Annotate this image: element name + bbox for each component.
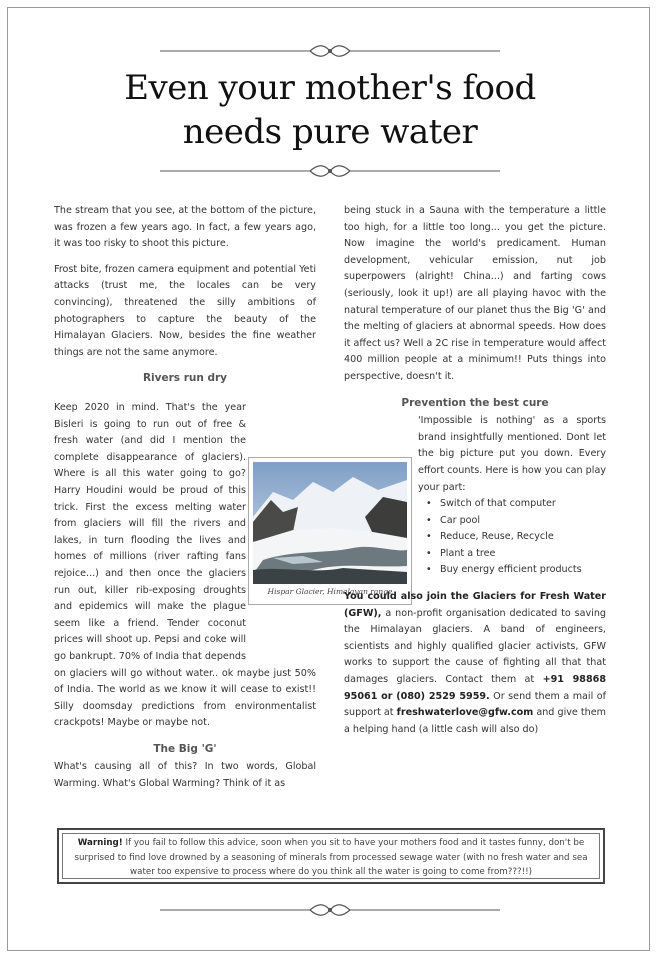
gfw-phone: +91 98868 95061 or (080) 2529 5959. <box>344 674 606 702</box>
headline <box>40 66 620 154</box>
list-item: • Reduce, Reuse, Recycle <box>432 529 606 546</box>
headline-line-2: needs pure water <box>182 112 478 152</box>
prevention-paragraph <box>344 413 606 496</box>
left-column <box>54 203 316 389</box>
list-item: • Car pool <box>432 513 606 530</box>
sauna-paragraph: being stuck in a Sauna with the temperature a little too high, for a little too long... you get the picture. Now imagine the world's predicament. Human development, vehicular emission, nut job superpowers (alright! China...) and farting cows (seriously, look it up!) are all playing havoc with the natural temperature of our planet thus the Big 'G' and the melting of glaciers at abnormal speeds. How does it affect us? Well a 2C rise in temperature would affect 400 million people at a minimum!! Puts things into perspective, doesn't it. <box>344 205 606 382</box>
frostbite-paragraph: Frost bite, frozen camera equipment and potential Yeti attacks (trust me, the locales can be very convincing), threatened the silly ambitions of photographers to capture the beauty of the Himalayan Glaciers. Now, besides the fine weather things are not the same anymore. <box>54 263 316 358</box>
headline-line-1: Even your mother's food <box>124 68 536 108</box>
right-column <box>344 203 606 747</box>
rivers-text-continued: the plague seem like a friend. Tender coconut prices will shoot up. Pepsi and coke will go bankrupt. 70% of India that depends on glaciers will go without water.. ok maybe just 50% of India. The world as we know it will cease to exist!! Silly doomsday predictions from environmentalist crackpots! Maybe or maybe not. <box>54 601 316 729</box>
intro-paragraph: The stream that you see, at the bottom of the picture, was frozen a few years ago. In fact, a few years ago, it was too risky to shoot this picture. <box>54 205 316 250</box>
gfw-email[interactable]: freshwaterlove@gfw.com <box>396 707 534 719</box>
gfw-text-mid: Or send them a mail of support at <box>344 690 606 719</box>
photo-float-spacer-right <box>344 413 418 495</box>
gfw-text: a non-profit organisation dedicated to saving the Himalayan glaciers. A band of engineers, scientists and highly qualified glacier activists, GFW works to support the cause of fighting all that that damages glaciers. Contact them at <box>344 607 606 686</box>
section-heading-rivers: Rivers run dry <box>142 372 228 385</box>
tips-list <box>418 496 606 579</box>
list-item: • Buy energy efficient products <box>432 562 606 579</box>
bottom-ornament <box>160 903 500 917</box>
gfw-text-end: and give them a helping hand (a little cash will also do) <box>344 707 606 735</box>
warning-inner <box>62 833 600 879</box>
gfw-paragraph <box>344 589 606 738</box>
section-heading-prevention: Prevention the best cure <box>401 396 549 409</box>
list-item: • Plant a tree <box>432 546 606 563</box>
big-g-paragraph: What's causing all of this? In two words, Global Warming. What's Global Warming? Think of it as <box>54 761 316 790</box>
list-item: • Switch of that computer <box>432 496 606 513</box>
rivers-text: Keep 2020 in mind. That's the year Bisleri is going to run out of free & fresh water (and did I mention the complete disappearance of glaciers). Where is all this water going to go? Harry Houdini would be proud of this trick. First the excess melting water from glaciers will fill the rivers and lakes, in turn flooding the lives and homes of millions (river rafting fans rejoice...) and then once the glaciers run out, killer rib-exposing droughts and epidemics will make <box>54 402 246 613</box>
section-heading-big-g: The Big 'G' <box>153 742 217 755</box>
prevention-text: 'Impossible is nothing' as a sports brand insightfully mentioned. Dont let the big picture put you down. Every effort counts. Here is how you can play your part: <box>418 415 606 493</box>
gfw-lead: You could also join the Glaciers for Fresh Water (GFW), <box>344 591 606 619</box>
warning-box <box>57 828 605 884</box>
headline-ornament <box>160 164 500 178</box>
warning-label: Warning! <box>77 838 123 848</box>
photo-caption: Hispar Glacier, Himalayan range <box>267 587 393 596</box>
warning-text: If you fail to follow this advice, soon when you sit to have your mothers food and it tastes funny, don't be surprised to find love drowned by a seasoning of minerals from processed sewage water (with no fresh water and sea water too expensive to process where do you think all the water is going to come from???!!) <box>74 838 588 877</box>
top-ornament <box>160 44 500 58</box>
